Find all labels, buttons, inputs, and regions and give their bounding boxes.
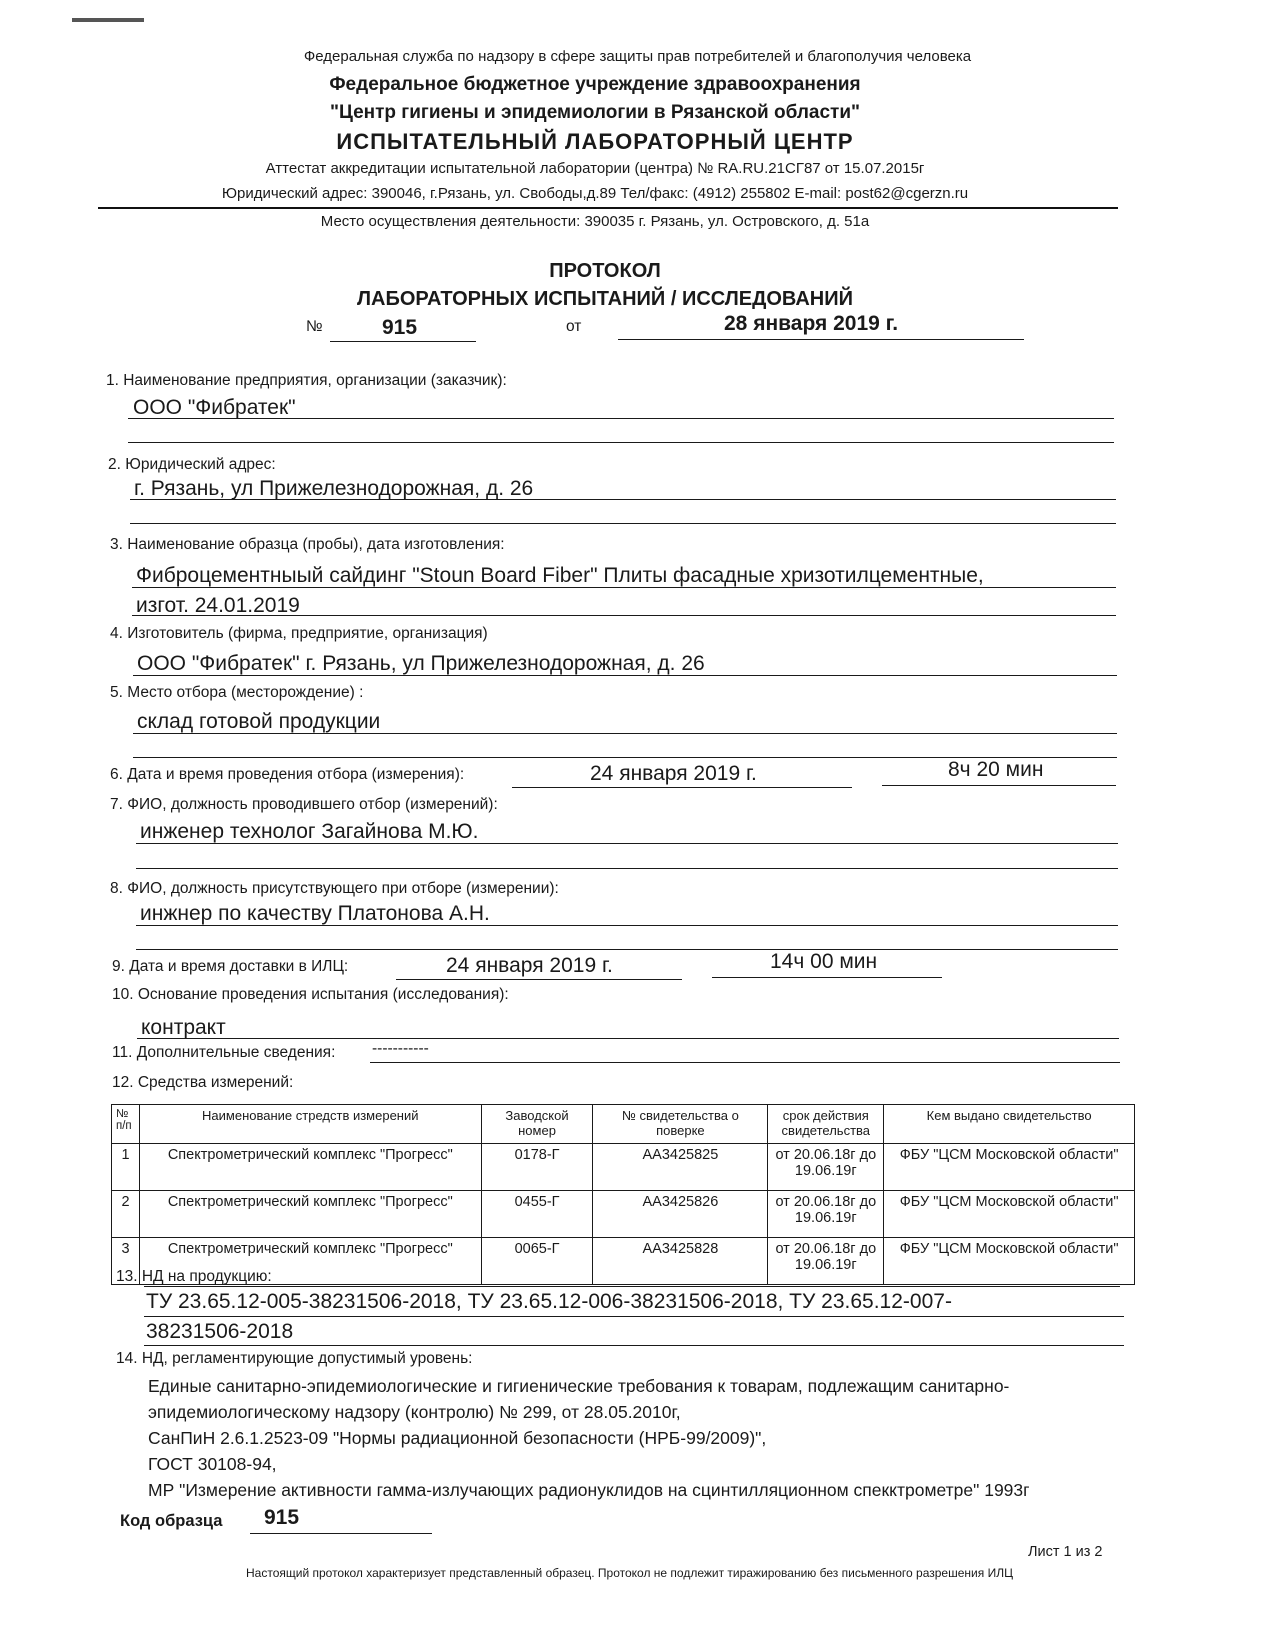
field-14-line-1: Единые санитарно-эпидемиологические и гигиенические требования к товарам, подлежащим санитарно- (148, 1376, 1010, 1396)
table-cell: от 20.06.18г до 19.06.19г (768, 1144, 884, 1191)
table-header-row (112, 1105, 1135, 1144)
sample-code: 915 (264, 1506, 300, 1529)
protocol-date-label: от (566, 318, 582, 335)
field-6-time: 8ч 20 мин (948, 758, 1044, 781)
field-13-value-2: 38231506-2018 (146, 1320, 294, 1343)
header-legal-address: Юридический адрес: 390046, г.Рязань, ул. Свободы,д.89 Тел/факс: (4912) 255802 E-mail: post62@cgerzn.ru (221, 185, 969, 202)
sheet-number: Лист 1 из 2 (1028, 1544, 1103, 1560)
field-4-value: ООО "Фибратек" г. Рязань, ул Прижелезнодорожная, д. 26 (137, 652, 705, 675)
field-1-line-2 (128, 420, 1114, 443)
field-7-line-2 (136, 846, 1118, 869)
field-13-line-2 (144, 1320, 1124, 1346)
field-5-label: 5. Место отбора (месторождение) : (110, 684, 364, 701)
field-3-line (132, 560, 1116, 588)
table-cell: 2 (112, 1191, 140, 1238)
field-8-line (136, 900, 1118, 926)
table-cell: АА3425825 (593, 1144, 768, 1191)
table-header-cell: № п/п (112, 1105, 140, 1144)
field-4-label: 4. Изготовитель (фирма, предприятие, организация) (110, 625, 488, 642)
field-1-label: 1. Наименование предприятия, организации (заказчик): (106, 372, 507, 389)
table-cell: 1 (112, 1144, 140, 1191)
footer-note: Настоящий протокол характеризует представленный образец. Протокол не подлежит тиражированию без письменного разрешения ИЛЦ (246, 1566, 1013, 1580)
field-11-value: ----------- (372, 1040, 429, 1057)
field-1-line (128, 393, 1114, 419)
table-header-cell: № свидетельства о поверке (593, 1105, 768, 1144)
table-header-cell: срок действия свидетельства (768, 1105, 884, 1144)
table-cell: от 20.06.18г до 19.06.19г (768, 1238, 884, 1285)
table-cell: 0065-Г (481, 1238, 593, 1285)
field-14-label: 14. НД, регламентирующие допустимый уровень: (116, 1350, 473, 1367)
table-cell: Спектрометрический комплекс "Прогресс" (139, 1144, 481, 1191)
header-institution: Федеральное бюджетное учреждение здравоохранения (329, 74, 861, 95)
field-10-line (137, 1012, 1119, 1039)
scan-mark (72, 18, 144, 22)
field-6-date: 24 января 2019 г. (590, 762, 757, 785)
table-cell: ФБУ "ЦСМ Московской области" (884, 1238, 1135, 1285)
field-5-value: склад готовой продукции (137, 710, 381, 733)
table-cell: ФБУ "ЦСМ Московской области" (884, 1144, 1135, 1191)
field-9-date: 24 января 2019 г. (446, 954, 613, 977)
header-center-name: "Центр гигиены и эпидемиологии в Рязанской области" (329, 102, 861, 123)
table-header-cell: Заводской номер (481, 1105, 593, 1144)
field-5-line-2 (133, 735, 1117, 758)
field-13-line (144, 1290, 1124, 1317)
field-7-value: инженер технолог Загайнова М.Ю. (140, 820, 479, 843)
table-cell: АА3425828 (593, 1238, 768, 1285)
protocol-subtitle: ЛАБОРАТОРНЫХ ИСПЫТАНИЙ / ИССЛЕДОВАНИЙ (356, 288, 854, 310)
table-cell: 0178-Г (481, 1144, 593, 1191)
field-11-line (370, 1038, 1120, 1063)
field-11-label: 11. Дополнительные сведения: (112, 1044, 336, 1061)
table-cell: 3 (112, 1238, 140, 1285)
field-14-line-5: МР "Измерение активности гамма-излучающих радионуклидов на сцинтилляционном спекктрометре" 1993г (148, 1480, 1030, 1500)
header-activity-place: Место осуществления деятельности: 390035 г. Рязань, ул. Островского, д. 51а (320, 213, 870, 230)
table-header-cell: Кем выдано свидетельство (884, 1105, 1135, 1144)
field-13-line-top (144, 1264, 1120, 1287)
field-14-line-4: ГОСТ 30108-94, (148, 1454, 277, 1474)
measurement-instruments-table (111, 1104, 1135, 1285)
table-cell: Спектрометрический комплекс "Прогресс" (139, 1191, 481, 1238)
field-9-label: 9. Дата и время доставки в ИЛЦ: (112, 958, 349, 975)
field-8-line-2 (136, 927, 1118, 950)
protocol-number: 915 (382, 316, 418, 339)
field-13-value-1: ТУ 23.65.12-005-38231506-2018, ТУ 23.65.12-006-38231506-2018, ТУ 23.65.12-007- (146, 1290, 952, 1313)
field-3-value-1: Фиброцементныый сайдинг "Stoun Board Fiber" Плиты фасадные хризотилцементные, (136, 564, 984, 587)
field-3-label: 3. Наименование образца (пробы), дата изготовления: (110, 536, 505, 553)
field-9-time: 14ч 00 мин (770, 950, 878, 973)
table-cell: 0455-Г (481, 1191, 593, 1238)
field-14-line-2: эпидемиологическому надзору (контролю) № 299, от 28.05.2010г, (148, 1402, 681, 1422)
field-13-label: 13. НД на продукцию: (116, 1268, 272, 1285)
header-agency: Федеральная служба по надзору в сфере защиты прав потребителей и благополучия человека (303, 48, 972, 65)
field-7-label: 7. ФИО, должность проводившего отбор (измерений): (110, 796, 498, 813)
field-7-line (136, 817, 1118, 844)
field-2-label: 2. Юридический адрес: (108, 456, 276, 473)
field-10-value: контракт (141, 1016, 226, 1039)
table-cell: АА3425826 (593, 1191, 768, 1238)
field-12-label: 12. Средства измерений: (112, 1074, 294, 1091)
table-cell: от 20.06.18г до 19.06.19г (768, 1191, 884, 1238)
sample-code-label: Код образца (120, 1512, 223, 1530)
table-cell: Спектрометрический комплекс "Прогресс" (139, 1238, 481, 1285)
field-2-line (130, 474, 1116, 500)
field-14-line-3: СанПиН 2.6.1.2523-09 "Нормы радиационной безопасности (НРБ-99/2009)", (148, 1428, 767, 1448)
field-1-value: ООО "Фибратек" (133, 396, 296, 419)
protocol-title: ПРОТОКОЛ (549, 260, 661, 282)
field-3-value-2: изгот. 24.01.2019 (136, 594, 300, 617)
field-6-label: 6. Дата и время проведения отбора (измерения): (110, 766, 465, 783)
field-10-label: 10. Основание проведения испытания (исследования): (112, 986, 509, 1003)
header-accreditation: Аттестат аккредитации испытательной лаборатории (центра) № RA.RU.21СГ87 от 15.07.2015г (265, 160, 925, 177)
table-cell: ФБУ "ЦСМ Московской области" (884, 1191, 1135, 1238)
field-5-line (133, 706, 1117, 734)
field-3-line-2 (132, 590, 1116, 616)
protocol-number-label: № (306, 318, 323, 335)
protocol-date: 28 января 2019 г. (724, 312, 899, 335)
field-8-value: инжнер по качеству Платонова А.Н. (140, 902, 490, 925)
table-row (112, 1144, 1135, 1191)
table-header-cell: Наименование стредств измерений (139, 1105, 481, 1144)
header-rule (98, 207, 1118, 209)
field-2-value: г. Рязань, ул Прижелезнодорожная, д. 26 (134, 477, 534, 500)
field-4-line (133, 648, 1117, 676)
field-2-line-2 (130, 501, 1116, 524)
field-8-label: 8. ФИО, должность присутствующего при отборе (измерении): (110, 880, 559, 897)
table-row (112, 1191, 1135, 1238)
header-lab-name: ИСПЫТАТЕЛЬНЫЙ ЛАБОРАТОРНЫЙ ЦЕНТР (336, 129, 854, 154)
